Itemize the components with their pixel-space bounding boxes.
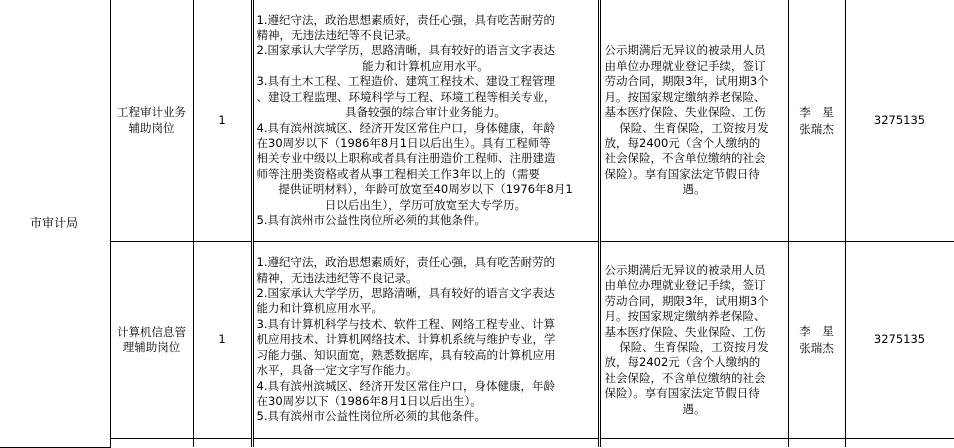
remarks-line: 劳动合同，期限3年，试用期3个 (604, 293, 769, 308)
requirement-line: 能力和计算机应用水平。 (362, 58, 489, 73)
remarks-line: 月。按国家规定缴纳养老保险、 (604, 89, 766, 104)
remarks-line: 社会保险，不含单位缴纳的社会 (604, 151, 766, 166)
contact-phone: 3275135 (845, 242, 954, 439)
requirement-line: 水平，具备一定文字写作能力。 (256, 363, 418, 378)
requirement-line: 在30周岁以下（1986年8月1日以后出生）。具有工程师等 (256, 135, 551, 150)
requirement-line: 师等注册类资格或者从事工程相关工作3年以上的（需要 (256, 166, 540, 181)
contact-person: 李 星 (799, 324, 834, 338)
remarks-line: 由单位办理就业登记手续，签订 (604, 58, 766, 73)
empty-cell (252, 439, 599, 448)
contact-person: 张瑞杰 (799, 341, 834, 355)
remarks-line: 基本医疗保险、失业保险、工伤 (604, 105, 766, 120)
requirement-line: 5.具有滨州市公益性岗位所必须的其他条件。 (256, 212, 486, 227)
remarks-cell (599, 242, 788, 439)
table-row (0, 439, 954, 448)
remarks-line: 保险、生育保险，工资按月发 (619, 120, 769, 135)
headcount: 1 (193, 0, 252, 242)
post-name-line: 理辅助岗位 (122, 340, 181, 354)
requirement-line: 5.具有滨州市公益性岗位所必须的其他条件。 (256, 409, 486, 424)
empty-cell (110, 439, 193, 448)
contact-persons (788, 242, 845, 439)
requirement-line: 相关专业中级以上职称或者具有注册造价工程师、注册建造 (256, 151, 556, 166)
post-name-line: 工程审计业务 (117, 105, 186, 120)
remarks-line: 月。按国家规定缴纳养老保险、 (604, 309, 766, 324)
remarks-line: 放，每2400元（含个人缴纳的 (604, 135, 761, 150)
remarks-line: 劳动合同，期限3年，试用期3个 (604, 74, 769, 89)
table-row (0, 242, 954, 439)
empty-cell (193, 439, 252, 448)
empty-cell (788, 439, 845, 448)
empty-cell (845, 439, 954, 448)
requirement-line: 习能力强、知识面宽，熟悉数据库，具有较高的计算机应用 (256, 347, 556, 362)
requirement-line: 精神，无违法违纪等不良记录。 (256, 28, 418, 43)
remarks-line: 公示期满后无异议的被录用人员 (604, 262, 766, 277)
post-name-line: 计算机信息管 (117, 324, 186, 339)
remarks-line: 公示期满后无异议的被录用人员 (604, 43, 766, 58)
requirement-line: 3.具有计算机科学与技术、软件工程、网络工程专业、计算 (256, 316, 555, 331)
requirement-line: 4.具有滨州滨城区、经济开发区常住户口，身体健康，年龄 (256, 120, 555, 135)
requirements-cell (252, 0, 599, 242)
remarks-line: 保险）。享有国家法定节假日待 (604, 386, 760, 401)
requirement-line: 1.遵纪守法，政治思想素质好，责任心强，具有吃苦耐劳的 (256, 12, 555, 27)
contact-phone: 3275135 (845, 0, 954, 242)
remarks-line: 放，每2402元（含个人缴纳的 (604, 355, 761, 370)
requirement-line: 2.国家承认大学学历，思路清晰，具有较好的语言文字表达 (256, 43, 555, 58)
unit-name: 市审计局 (0, 0, 110, 447)
requirement-line: 机应用技术、计算机网络技术、计算机系统与维护专业，学 (256, 332, 556, 347)
requirements-cell (252, 242, 599, 439)
requirement-line: 、建设工程监理、环境科学与工程、环境工程等相关专业， (256, 89, 556, 104)
requirement-line: 精神，无违法违纪等不良记录。 (256, 270, 418, 285)
requirement-line: 能力和计算机应用水平。 (256, 301, 383, 316)
headcount: 1 (193, 242, 252, 439)
requirement-line: 2.国家承认大学学历，思路清晰，具有较好的语言文字表达 (256, 286, 555, 301)
contact-persons (788, 0, 845, 242)
remarks-line: 基本医疗保险、失业保险、工伤 (604, 324, 766, 339)
empty-cell (599, 439, 788, 448)
post-name (110, 242, 193, 439)
remarks-line: 遇。 (682, 401, 706, 416)
remarks-line: 遇。 (682, 182, 706, 197)
requirement-line: 4.具有滨州滨城区、经济开发区常住户口，身体健康，年龄 (256, 378, 555, 393)
requirement-line: 日以后出生），学历可放宽至大专学历。 (324, 197, 527, 212)
contact-person: 张瑞杰 (799, 121, 834, 136)
requirement-line: 提供证明材料），年龄可放宽至40周岁以下（1976年8月1 (278, 182, 573, 197)
requirement-line: 在30周岁以下（1986年8月1日以后出生）。 (256, 393, 482, 408)
remarks-line: 保险）。享有国家法定节假日待 (604, 166, 760, 181)
remarks-cell (599, 0, 788, 242)
remarks-line: 社会保险，不含单位缴纳的社会 (604, 370, 766, 385)
requirement-line: 3.具有土木工程、工程造价、建筑工程技术、建设工程管理 (256, 74, 555, 89)
requirement-line: 具备较强的综合审计业务能力。 (345, 105, 506, 120)
contact-person: 李 星 (799, 104, 834, 119)
post-name (110, 0, 193, 242)
post-name-line: 辅助岗位 (128, 120, 175, 135)
requirement-line: 1.遵纪守法，政治思想素质好，责任心强，具有吃苦耐劳的 (256, 255, 555, 270)
remarks-line: 保险、生育保险，工资按月发 (619, 340, 769, 354)
remarks-line: 由单位办理就业登记手续，签订 (604, 278, 766, 293)
